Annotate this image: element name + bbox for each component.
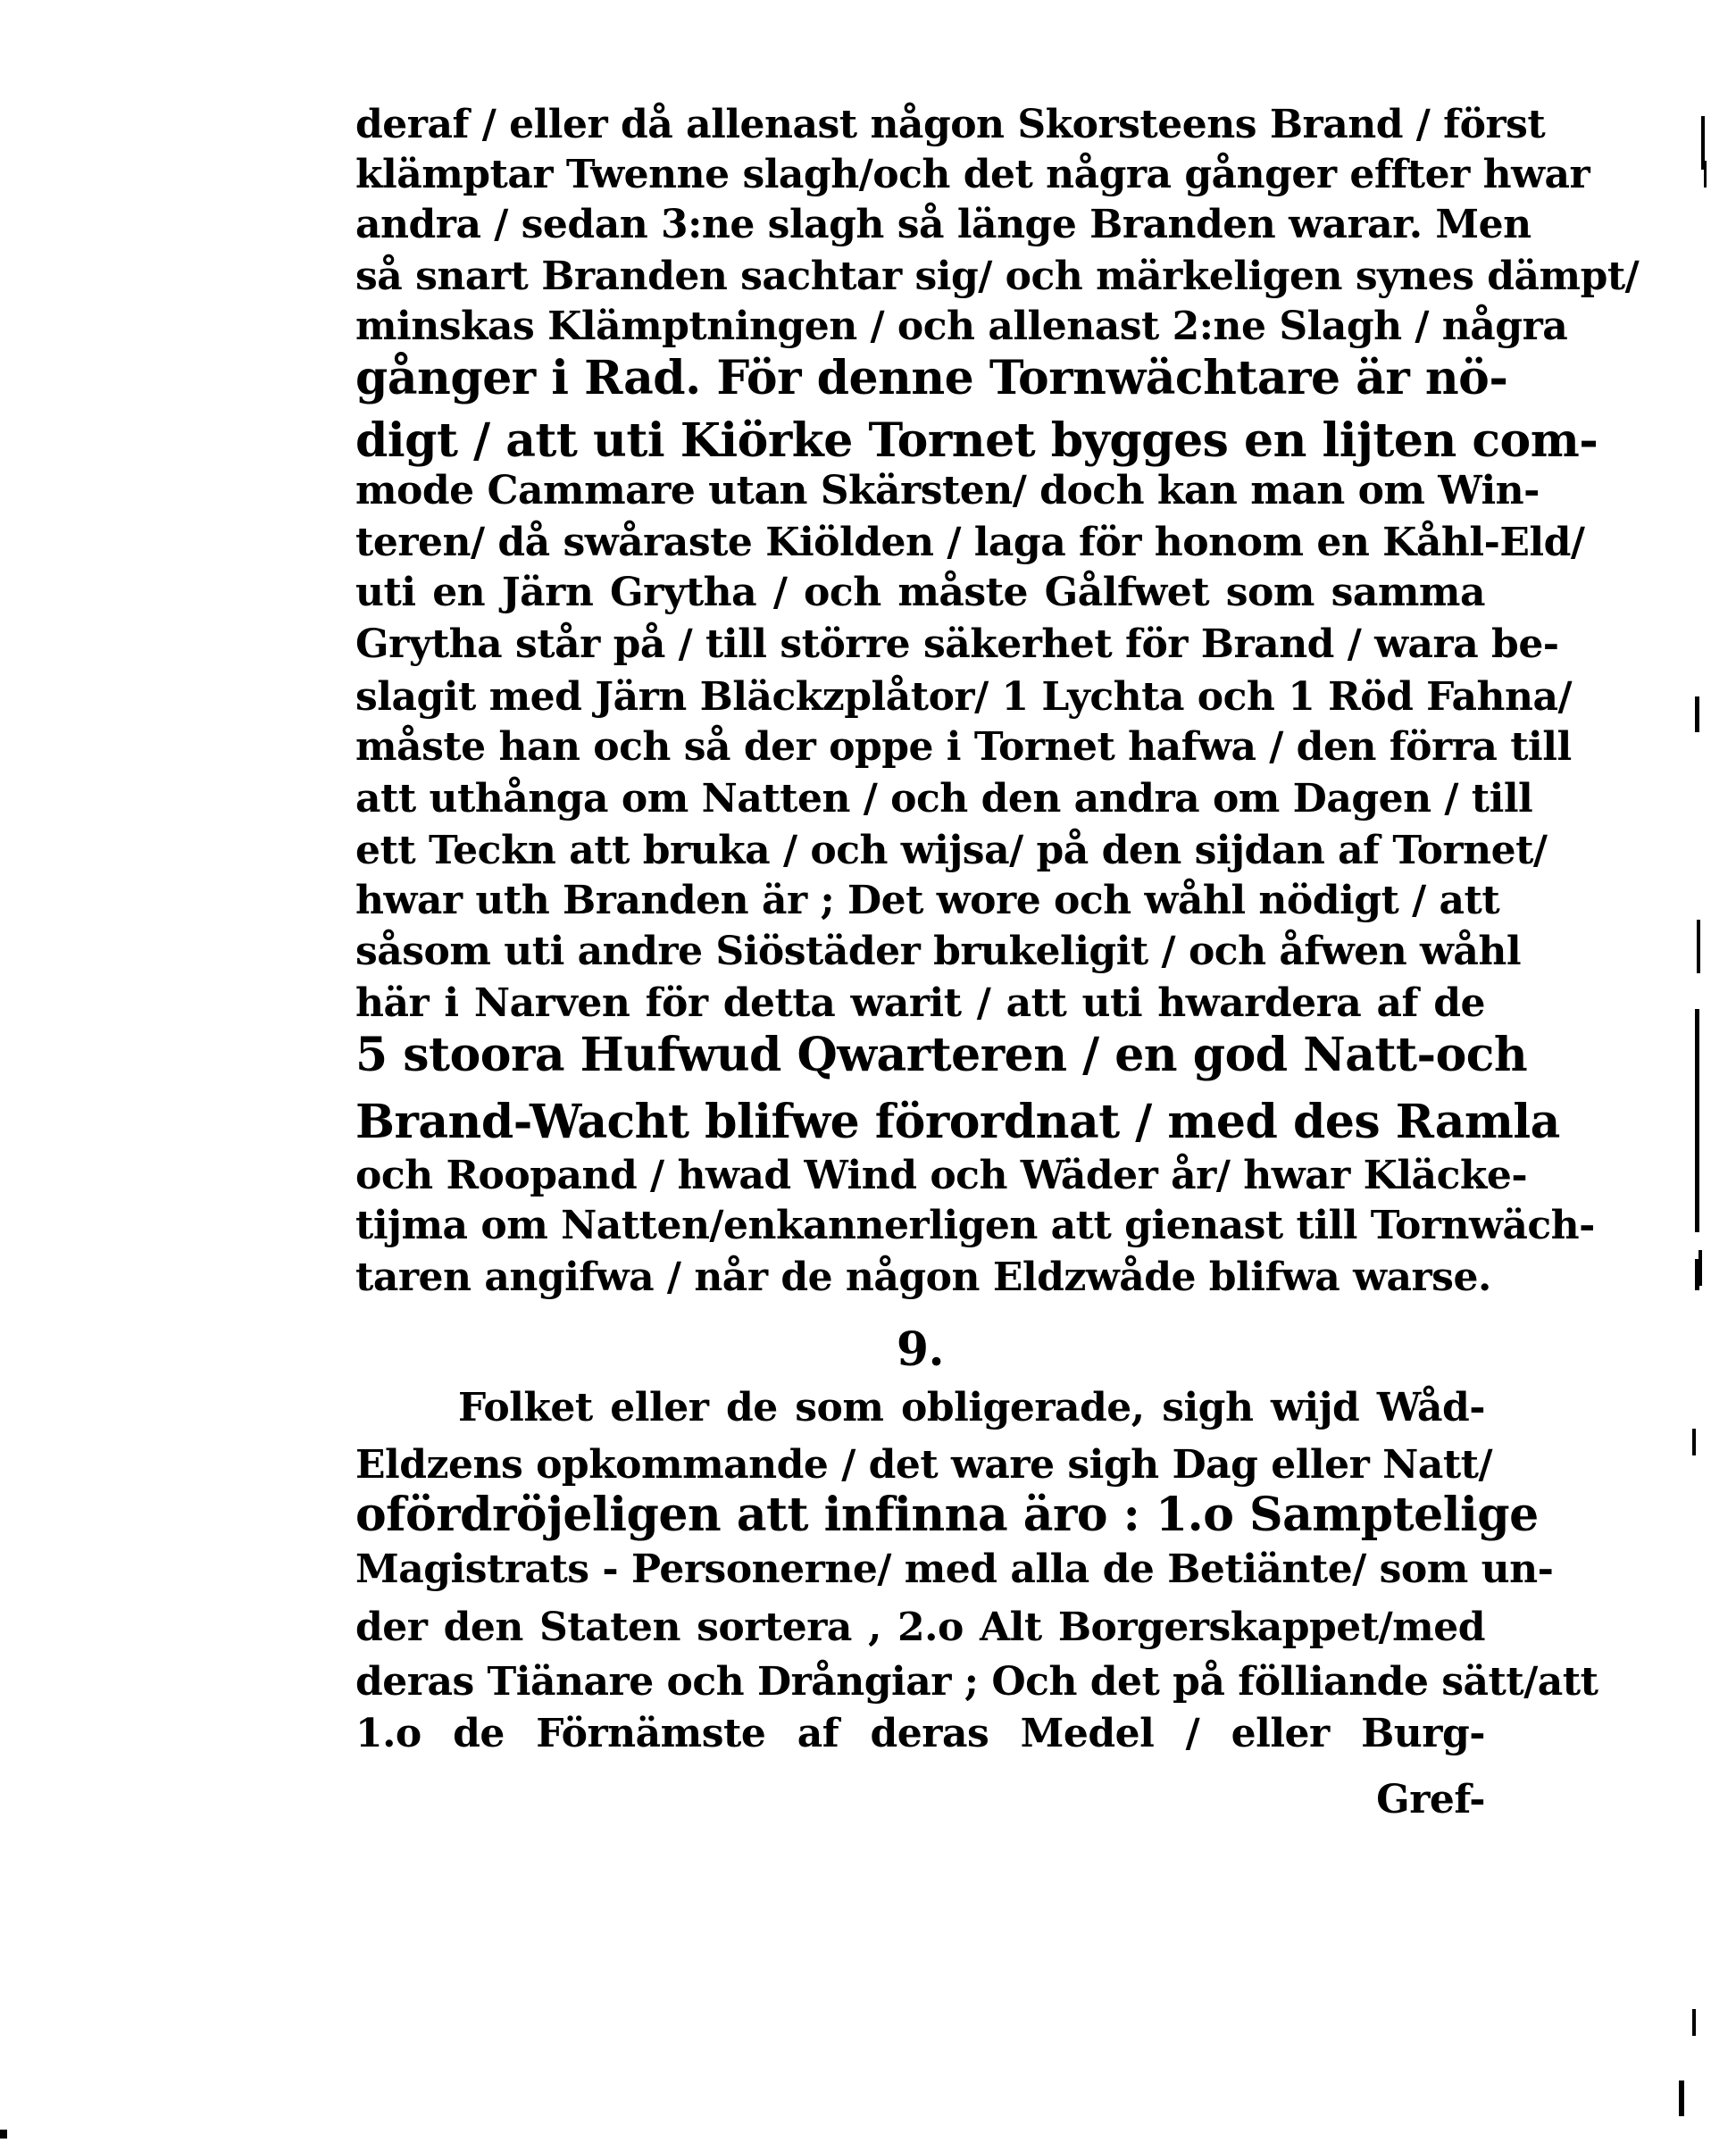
text-line: minskas Klämptningen / och allenast 2:ne Slagh / några xyxy=(355,304,1568,349)
text-line: Folket eller de som obligerade, sigh wijd Wåd- xyxy=(458,1385,1485,1430)
text-line: mode Cammare utan Skärsten/ doch kan man om Win- xyxy=(355,468,1540,513)
text-line: slagit med Järn Bläckzplåtor/ 1 Lychta och 1 Röd Fahna/ xyxy=(355,674,1573,720)
scan-speck xyxy=(1692,2009,1696,2036)
text-line: måste han och så der oppe i Tornet hafwa / den förra till xyxy=(355,724,1572,770)
text-line: här i Narven för detta warit / att uti hwardera af de xyxy=(355,980,1485,1026)
text-line: Magistrats - Personerne/ med alla de Betiänte/ som un- xyxy=(355,1547,1554,1592)
scan-speck xyxy=(0,2130,7,2139)
text-line: såsom uti andre Siöstäder brukeligit / och åfwen wåhl xyxy=(355,929,1522,974)
text-line: Brand-Wacht blifwe förordnat / med des Ramla xyxy=(355,1095,1560,1149)
text-line: så snart Branden sachtar sig/ och märkeligen synes dämpt/ xyxy=(355,254,1640,299)
scan-speck xyxy=(1679,2080,1684,2116)
text-line: der den Staten sortera , 2.o Alt Borgerskappet/med xyxy=(355,1605,1485,1650)
section-number: 9. xyxy=(896,1322,945,1377)
text-line: Grytha står på / till större säkerhet för Brand / wara be- xyxy=(355,621,1559,667)
text-line: deras Tiänare och Drångiar ; Och det på fölliande sätt/att xyxy=(355,1659,1598,1705)
scan-speck xyxy=(1697,920,1700,973)
text-line: teren/ då swåraste Kiölden / laga för honom en Kåhl-Eld/ xyxy=(355,520,1585,565)
text-line: 5 stoora Hufwud Qwarteren / en god Natt-och xyxy=(355,1028,1528,1082)
scan-speck xyxy=(1692,1429,1696,1455)
text-line: andra / sedan 3:ne slagh så länge Branden warar. Men xyxy=(355,202,1532,247)
text-line: taren angifwa / når de någon Eldzwåde blifwa warse. xyxy=(355,1255,1491,1300)
text-line: deraf / eller då allenast någon Skorsteens Brand / först xyxy=(355,102,1546,147)
text-line: att uthånga om Natten / och den andra om Dagen / till xyxy=(355,776,1533,821)
text-line: klämptar Twenne slagh/och det några gånger effter hwar xyxy=(355,152,1590,197)
text-line: uti en Järn Grytha / och måste Gålfwet som samma xyxy=(355,570,1485,615)
text-line: hwar uth Branden är ; Det wore och wåhl nödigt / att xyxy=(355,878,1500,923)
text-line: ett Teckn att bruka / och wijsa/ på den sijdan af Tornet/ xyxy=(355,828,1548,873)
text-line: och Roopand / hwad Wind och Wäder år/ hwar Kläcke- xyxy=(355,1153,1528,1198)
text-line: Gref- xyxy=(1376,1777,1485,1822)
scan-speck xyxy=(1695,696,1699,732)
text-line: tijma om Natten/enkannerligen att gienast till Tornwäch- xyxy=(355,1203,1595,1248)
text-line: digt / att uti Kiörke Tornet bygges en lijten com- xyxy=(355,413,1598,468)
text-line: ofördröjeligen att infinna äro : 1.o Samptelige xyxy=(355,1488,1539,1542)
scan-speck xyxy=(1704,161,1707,188)
text-line: Eldzens opkommande / det ware sigh Dag eller Natt/ xyxy=(355,1442,1493,1488)
text-line: gånger i Rad. För denne Tornwächtare är nö- xyxy=(355,351,1508,405)
scan-speck xyxy=(1695,1009,1699,1232)
scan-speck xyxy=(1695,1259,1699,1290)
text-line: 1.o de Förnämste af deras Medel / eller Burg- xyxy=(355,1711,1485,1756)
